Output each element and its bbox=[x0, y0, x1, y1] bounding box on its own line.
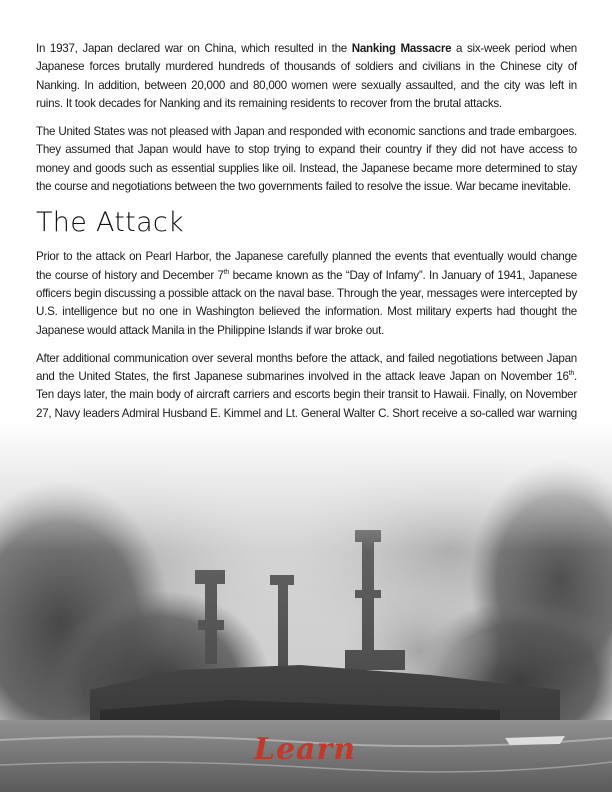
paragraph-warning: After additional communication over several months before the attack, and failed negotiations between Japan and the United States, the first Japanese submarines involved in the attack leave Japan on November 16th. Ten days later, the main body of aircraft carriers and escorts begin their transit to Hawaii. Finally, on November 27, Navy leaders Admiral Husband E. Kimmel and Lt. General Walter C. Short receive a so-called war warning bbox=[36, 351, 577, 420]
section-heading-attack: The Attack bbox=[36, 207, 184, 239]
paragraph-planning: Prior to the attack on Pearl Harbor, the Japanese carefully planned the events that eventually would change the course of history and December 7th became known as the “Day of Infamy”. In January of 1941, Japanese officers begin discussing a possible attack on the naval base. Through the year, messages were intercepted by U.S. intelligence but no one in Washington believed the information. Most military experts had thought the Japanese would attack Manila in the Philippine Islands if war broke out. bbox=[36, 250, 577, 337]
learn-logo: Learn bbox=[253, 732, 357, 767]
article-body bbox=[36, 40, 577, 451]
nanking-massacre-term: Nanking Massacre bbox=[351, 42, 452, 55]
paragraph-nanking: In 1937, Japan declared war on China, which resulted in the Nanking Massacre a six-week period when Japanese forces brutally murdered hundreds of thousands of soldiers and civilians in the Chinese city of Nanking. In addition, between 20,000 and 80,000 women were sexually assaulted, and the city was left in ruins. It took decades for Nanking and its remaining residents to recover from the brutal attacks. bbox=[36, 42, 577, 110]
paragraph-sanctions: The United States was not pleased with Japan and responded with economic sanctions and trade embargoes. They assumed that Japan would have to stop trying to expand their country if they did not have access to money and goods such as essential supplies like oil. Instead, the Japanese became more determined to stay the course and negotiations between the two governments failed to resolve the issue. War became inevitable. bbox=[36, 125, 577, 194]
